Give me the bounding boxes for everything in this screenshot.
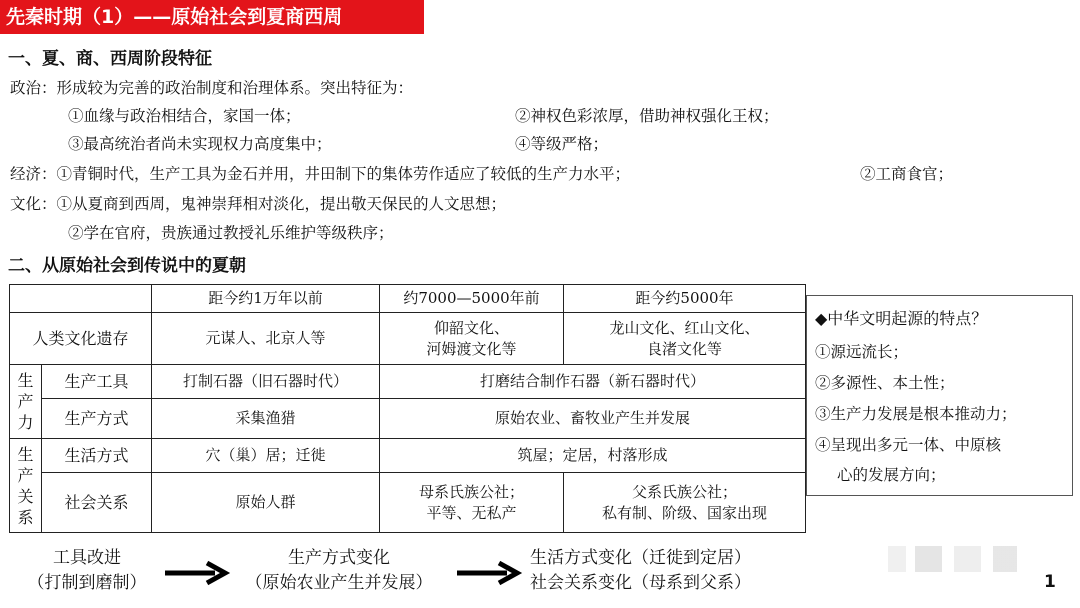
arrow-right-icon <box>455 560 525 586</box>
section-heading-1: 一、夏、商、西周阶段特征 <box>8 49 212 69</box>
row-header-tools: 生产工具 <box>42 365 152 399</box>
table-corner-cell <box>10 285 152 313</box>
table-cell: 原始人群 <box>152 473 380 533</box>
politics-item-1: ①血缘与政治相结合，家国一体； <box>68 107 301 125</box>
table-cell: 父系氏族公社； 私有制、阶级、国家出现 <box>564 473 806 533</box>
row-header-heritage: 人类文化遗存 <box>10 313 152 365</box>
row-group-productivity: 生 产 力 <box>10 365 42 439</box>
flow-step-tools: 工具改进 （打制到磨制） <box>27 548 147 593</box>
row-header-life: 生活方式 <box>42 439 152 473</box>
table-cell: 母系氏族公社； 平等、无私产 <box>380 473 564 533</box>
politics-item-2: ②神权色彩浓厚，借助神权强化王权； <box>515 107 779 125</box>
table-cell: 仰韶文化、 河姆渡文化等 <box>380 313 564 365</box>
civilization-features-box <box>806 295 1073 496</box>
table-cell: 采集渔猎 <box>152 399 380 439</box>
feature-item: ①源远流长； <box>815 343 909 361</box>
column-header: 距今约5000年 <box>564 285 806 313</box>
row-group-relations: 生 产 关 系 <box>10 439 42 533</box>
row-header-social: 社会关系 <box>42 473 152 533</box>
flow-step-production: 生产方式变化 （原始农业产生并发展） <box>245 548 433 593</box>
table-cell: 筑屋；定居，村落形成 <box>380 439 806 473</box>
table-cell: 龙山文化、红山文化、 良渚文化等 <box>564 313 806 365</box>
column-header: 距今约1万年以前 <box>152 285 380 313</box>
section-heading-2: 二、从原始社会到传说中的夏朝 <box>8 256 246 276</box>
table-cell: 打制石器（旧石器时代） <box>152 365 380 399</box>
civilization-table <box>9 284 806 533</box>
feature-item: ②多源性、本土性； <box>815 374 955 392</box>
economy-item-2: ②工商食官； <box>860 165 954 183</box>
politics-intro: 政治：形成较为完善的政治制度和治理体系。突出特征为： <box>10 79 414 97</box>
flow-step-society: 生活方式变化（迁徙到定居） 社会关系变化（母系到父系） <box>530 548 751 593</box>
feature-item: ④呈现出多元一体、中原核 <box>815 436 1002 454</box>
table-cell: 打磨结合制作石器（新石器时代） <box>380 365 806 399</box>
feature-item-continued: 心的发展方向； <box>837 466 946 484</box>
politics-item-3: ③最高统治者尚未实现权力高度集中； <box>68 135 332 153</box>
table-cell: 元谋人、北京人等 <box>152 313 380 365</box>
page-number: 1 <box>1044 572 1056 592</box>
table-cell: 穴（巢）居；迁徙 <box>152 439 380 473</box>
row-header-mode: 生产方式 <box>42 399 152 439</box>
watermark-blur <box>888 546 1038 572</box>
arrow-right-icon <box>163 560 233 586</box>
table-cell: 原始农业、畜牧业产生并发展 <box>380 399 806 439</box>
economy-item-1: 经济：①青铜时代，生产工具为金石并用，井田制下的集体劳作适应了较低的生产力水平； <box>10 165 631 183</box>
column-header: 约7000—5000年前 <box>380 285 564 313</box>
politics-item-4: ④等级严格； <box>515 135 609 153</box>
feature-item: ③生产力发展是根本推动力； <box>815 405 1017 423</box>
culture-item-2: ②学在官府，贵族通过教授礼乐维护等级秩序； <box>68 224 394 242</box>
culture-item-1: 文化：①从夏商到西周，鬼神崇拜相对淡化，提出敬天保民的人文思想； <box>10 195 507 213</box>
page-title: 先秦时期（1）——原始社会到夏商西周 <box>0 0 424 34</box>
features-title: ◆中华文明起源的特点？ <box>815 309 988 328</box>
